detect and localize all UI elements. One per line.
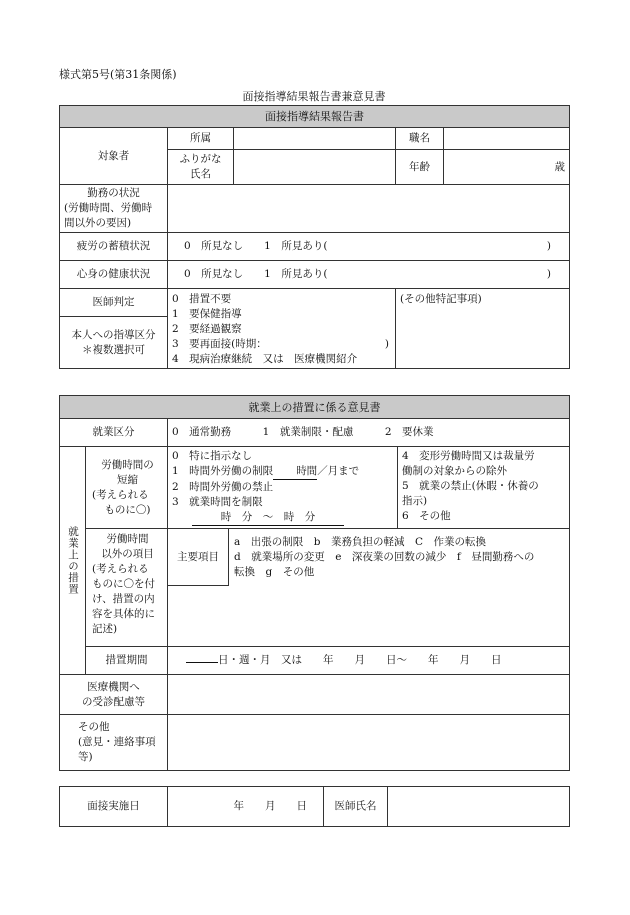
period-text: 日・週・月 又は 年 月 日〜 年 月 日 bbox=[218, 654, 502, 666]
work-category-options[interactable]: 0 通常勤務 1 就業制限・配慮 2 要休業 bbox=[168, 419, 570, 447]
guidance-option-3-row bbox=[172, 337, 391, 352]
work-status-field[interactable] bbox=[168, 185, 570, 233]
work-status-label bbox=[60, 185, 168, 233]
other-items-label-5: け、措置の内 bbox=[92, 593, 155, 605]
hours-opt-6: 6 その他 bbox=[402, 510, 451, 522]
work-status-line2: (労働時間、労働時 bbox=[64, 202, 153, 214]
other-items-label-2: 以外の項目 bbox=[101, 548, 154, 560]
guidance-option-4: 4 現病治療継続 又は 医療機関紹介 bbox=[172, 353, 358, 365]
opinion-table bbox=[59, 395, 570, 771]
fatigue-options[interactable] bbox=[168, 233, 570, 261]
work-status-line3: 間以外の要因) bbox=[64, 217, 132, 229]
page-title: 面接指導結果報告書兼意見書 bbox=[242, 90, 386, 103]
doctor-name-field[interactable] bbox=[388, 787, 570, 827]
period-label: 措置期間 bbox=[86, 647, 168, 675]
position-label: 職名 bbox=[396, 128, 444, 150]
subject-label: 対象者 bbox=[60, 128, 168, 185]
hours-label-4: ものに〇) bbox=[104, 503, 151, 516]
guidance-option-3-close: ) bbox=[384, 338, 389, 350]
hours-right-options[interactable] bbox=[398, 447, 570, 529]
hours-label-2: 短縮 bbox=[117, 473, 138, 486]
other-items-detail-field[interactable] bbox=[168, 586, 569, 646]
other-items-label bbox=[86, 529, 168, 647]
hours-opt-1-text: 1 時間外労働の制限 bbox=[172, 465, 274, 477]
name-field[interactable] bbox=[234, 150, 396, 185]
hours-opt-0: 0 特に指示なし bbox=[172, 450, 253, 462]
age-label: 年齢 bbox=[396, 150, 444, 185]
hours-opt-5-line1: 5 就業の禁止(休暇・休養の bbox=[402, 480, 539, 492]
name-label-cell bbox=[168, 150, 234, 185]
interview-date-label: 面接実施日 bbox=[60, 787, 168, 827]
other-items-label-7: 記述) bbox=[92, 623, 118, 635]
hours-range: 時 分 〜 時 分 bbox=[192, 510, 344, 526]
hours-opt-1 bbox=[172, 464, 393, 480]
footer-table bbox=[59, 786, 570, 827]
period-blank[interactable] bbox=[186, 662, 218, 663]
age-unit: 歳 bbox=[554, 160, 566, 173]
furigana-label: ふりがな bbox=[179, 153, 222, 165]
hours-opt-4-line1: 4 変形労働時間又は裁量労 bbox=[402, 450, 535, 462]
form-number: 様式第5号(第31条関係) bbox=[59, 68, 177, 81]
main-items-line2: d 就業場所の変更 e 深夜業の回数の減少 f 昼間勤務への bbox=[234, 551, 535, 563]
other-items-label-1: 労働時間 bbox=[106, 533, 149, 545]
hours-label-3: (考えられる bbox=[92, 488, 149, 501]
health-options[interactable] bbox=[168, 261, 570, 289]
report-table bbox=[59, 105, 570, 369]
other-items-cell bbox=[168, 529, 570, 647]
interview-date-text: 年 月 日 bbox=[233, 800, 307, 812]
hours-opt-4-line2: 働制の対象からの除外 bbox=[402, 465, 507, 477]
fatigue-label: 疲労の蓄積状況 bbox=[60, 233, 168, 261]
work-category-label: 就業区分 bbox=[60, 419, 168, 447]
hours-left-options[interactable] bbox=[168, 447, 398, 529]
main-items-line3: 転換 g その他 bbox=[234, 566, 315, 578]
hours-range-row bbox=[172, 510, 393, 526]
age-field[interactable] bbox=[444, 150, 570, 185]
main-items-box bbox=[168, 529, 229, 586]
hours-opt-2: 2 時間外労働の禁止 bbox=[172, 481, 274, 493]
other-label-line3: 等) bbox=[78, 751, 93, 763]
other-label bbox=[60, 715, 168, 771]
guidance-label-line2: ＊複数選択可 bbox=[82, 343, 145, 356]
other-field[interactable] bbox=[168, 715, 570, 771]
hours-opt-5-line2: 指示) bbox=[402, 495, 428, 507]
guidance-option-0: 0 措置不要 bbox=[172, 293, 232, 305]
fatigue-close: ) bbox=[546, 240, 552, 252]
position-field[interactable] bbox=[444, 128, 570, 150]
name-label: 氏名 bbox=[190, 168, 211, 180]
doctor-name-label: 医師氏名 bbox=[324, 787, 388, 827]
guidance-option-3: 3 要再面接(時期： bbox=[172, 338, 267, 350]
hours-opt-1-hours: 時間 bbox=[273, 464, 317, 480]
doctor-judgment-label: 医師判定 bbox=[60, 289, 168, 317]
guidance-option-1: 1 要保健指導 bbox=[172, 308, 242, 320]
medical-label-line2: の受診配慮等 bbox=[82, 695, 145, 708]
remarks-label: (その他特記事項) bbox=[400, 293, 482, 305]
remarks-field[interactable] bbox=[396, 289, 570, 369]
affiliation-field[interactable] bbox=[234, 128, 396, 150]
other-label-line1: その他 bbox=[78, 721, 110, 733]
period-field[interactable] bbox=[168, 647, 570, 675]
hours-label bbox=[86, 447, 168, 529]
work-status-line1: 勤務の状況 bbox=[87, 187, 140, 199]
main-items-options[interactable] bbox=[234, 535, 565, 580]
guidance-options[interactable] bbox=[168, 289, 396, 369]
guidance-label-line1: 本人への指導区分 bbox=[71, 328, 156, 341]
health-options-text: 0 所見なし 1 所見あり( bbox=[184, 268, 328, 280]
hours-label-1: 労働時間の bbox=[101, 458, 154, 471]
other-label-line2: (意見・連絡事項 bbox=[78, 736, 156, 748]
affiliation-label: 所属 bbox=[168, 128, 234, 150]
health-label: 心身の健康状況 bbox=[60, 261, 168, 289]
medical-label bbox=[60, 675, 168, 715]
opinion-section-title: 就業上の措置に係る意見書 bbox=[60, 396, 570, 419]
main-items-label: 主要項目 bbox=[177, 550, 219, 563]
medical-field[interactable] bbox=[168, 675, 570, 715]
hours-opt-1-unit: ／月まで bbox=[317, 465, 360, 477]
fatigue-options-text: 0 所見なし 1 所見あり( bbox=[184, 240, 328, 252]
guidance-label bbox=[60, 317, 168, 369]
hours-opt-3: 3 就業時間を制限 bbox=[172, 496, 263, 508]
guidance-option-2: 2 要経過観察 bbox=[172, 323, 242, 335]
other-items-label-3: (考えられる bbox=[92, 563, 149, 575]
report-section-title: 面接指導結果報告書 bbox=[60, 106, 570, 128]
health-close: ) bbox=[546, 268, 552, 280]
other-items-label-6: 容を具体的に bbox=[92, 608, 155, 620]
medical-label-line1: 医療機関へ bbox=[87, 680, 140, 693]
measures-label: 就業上の措置 bbox=[60, 447, 86, 675]
main-items-line1: a 出張の制限 b 業務負担の軽減 C 作業の転換 bbox=[234, 536, 487, 548]
other-items-label-4: ものに〇を付 bbox=[92, 578, 155, 590]
interview-date-field[interactable] bbox=[168, 787, 324, 827]
